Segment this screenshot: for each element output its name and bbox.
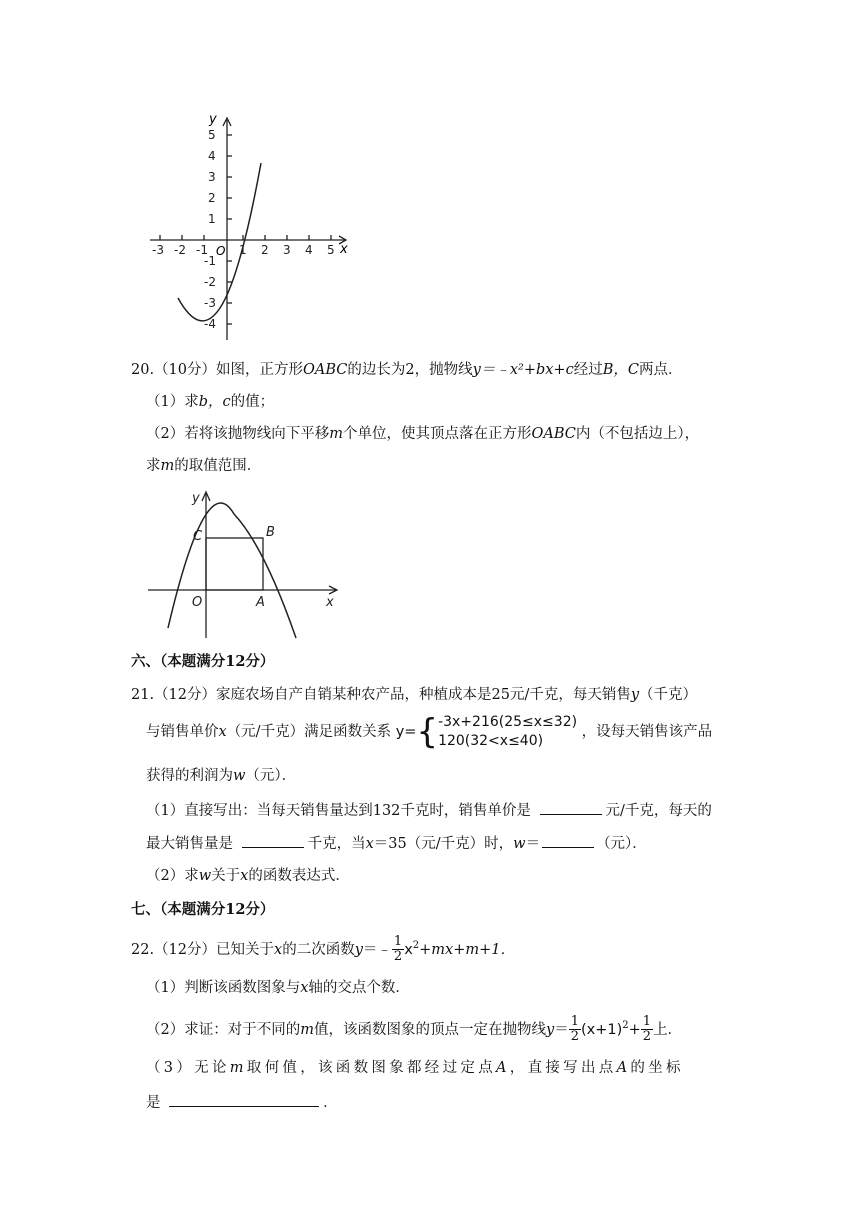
parabola-graph-1 (140, 108, 360, 348)
answer-blank-point-A[interactable] (169, 1092, 319, 1107)
q20-part1: （1）求b，c的值； (146, 394, 275, 410)
parabola-square-graph (146, 486, 346, 642)
section-6-heading: 六、（本题满分12分） (131, 653, 275, 670)
xtick: 4 (305, 243, 313, 257)
q21-line2: 与销售单价x（元/千克）满足函数关系 y={ -3x+216(25≤x≤32) 120(32<x≤40) ，设每天销售该产品 (146, 712, 713, 752)
piecewise-function: y={ -3x+216(25≤x≤32) 120(32<x≤40) (395, 712, 578, 752)
q22-part2: （2）求证：对于不同的m值，该函数图象的顶点一定在抛物线y＝ $\frac{1}{2}$ $(x+1)^2+$ $\frac{1}{2}$ 上． (146, 1014, 683, 1045)
ytick: -3 (204, 296, 216, 310)
answer-blank-profit[interactable] (542, 833, 594, 848)
q20-part2: （2）若将该抛物线向下平移m个单位，使其顶点落在正方形OABC内（不包括边上）， (146, 426, 700, 442)
xtick: 5 (327, 243, 335, 257)
q20-part2-cont: 求m的取值范围． (146, 458, 262, 474)
xtick: -2 (174, 243, 186, 257)
q22-part3: （3）无论m取何值，该函数图象都经过定点A，直接写出点A的坐标 (146, 1060, 684, 1076)
graph2-y-label: y (192, 491, 200, 506)
graph1-y-label: y (209, 112, 217, 127)
ytick: 5 (208, 128, 216, 142)
q21-part1-cont: 最大销售量是 千克，当x＝35（元/千克）时，w＝ （元）． (146, 833, 647, 854)
fraction-one-half: $\frac{1}{2}$ (642, 1014, 652, 1045)
ytick: 3 (208, 170, 216, 184)
ytick: -2 (204, 275, 216, 289)
q20-stem: 20.（10分）如图，正方形OABC的边长为2，抛物线y＝﹣x²+bx+c经过B，C两点． (131, 362, 683, 378)
q22-part3-cont: 是 ． (146, 1092, 338, 1113)
q21-line3: 获得的利润为w（元）． (146, 768, 297, 784)
q21-part2: （2）求w关于x的函数表达式． (146, 868, 350, 884)
graph2-point-A: A (256, 595, 265, 610)
ytick: 2 (208, 191, 216, 205)
section-7-heading: 七、（本题满分12分） (131, 901, 275, 918)
ytick: 4 (208, 149, 216, 163)
q21-line1: 21.（12分）家庭农场自产自销某种农产品，种植成本是25元/千克，每天销售y（千克） (131, 687, 698, 703)
q22-part1: （1）判断该函数图象与x轴的交点个数． (146, 980, 410, 996)
q22-line1: 22.（12分）已知关于x的二次函数y＝﹣ $\frac{1}{2}$ $x^2+mx+m+1$． (131, 934, 516, 965)
answer-blank-max-sales[interactable] (242, 833, 304, 848)
fraction-one-half: $\frac{1}{2}$ (570, 1014, 579, 1045)
ytick: -4 (204, 317, 216, 331)
case-2: 120(32<x≤40) (438, 733, 544, 749)
graph2-point-C: C (193, 529, 203, 544)
graph2-point-O: O (192, 595, 203, 610)
graph2-point-B: B (266, 525, 275, 540)
answer-blank-price[interactable] (540, 800, 602, 815)
xtick: 1 (239, 243, 247, 257)
graph1-x-label: x (340, 242, 348, 257)
q21-part1: （1）直接写出：当每天销售量达到132千克时，销售单价是 元/千克，每天的 (146, 800, 712, 821)
xtick: 3 (283, 243, 291, 257)
fraction-one-half: $\frac{1}{2}$ (393, 934, 403, 965)
graph1-origin: O (216, 244, 226, 258)
ytick: 1 (208, 212, 216, 226)
graph2-x-label: x (326, 595, 334, 610)
xtick: -3 (152, 243, 164, 257)
ytick: -1 (204, 254, 216, 268)
xtick: 2 (261, 243, 269, 257)
xtick: -1 (196, 243, 208, 257)
case-1: -3x+216(25≤x≤32) (438, 714, 578, 730)
